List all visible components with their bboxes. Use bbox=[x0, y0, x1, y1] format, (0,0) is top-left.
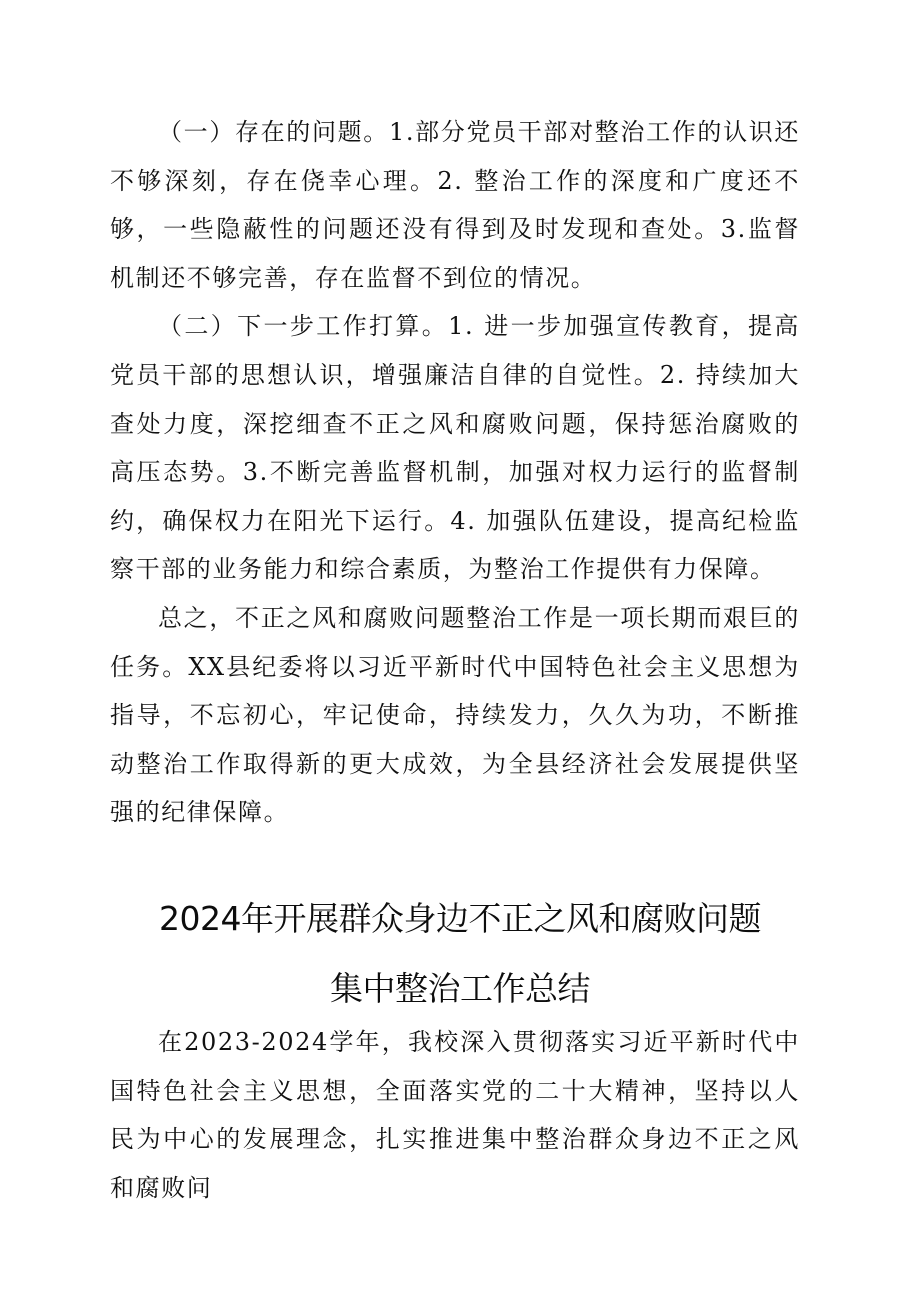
title-line-2: 集中整治工作总结 bbox=[330, 969, 590, 1008]
paragraph-intro: 在2023-2024学年，我校深入贯彻落实习近平新时代中国特色社会主义思想，全面落实党的二十大精神，坚持以人民为中心的发展理念，扎实推进集中整治群众身边不正之风和腐败问 bbox=[110, 1028, 800, 1202]
paragraph-next-steps: （二）下一步工作打算。1. 进一步加强宣传教育，提高党员干部的思想认识，增强廉洁自律的自觉性。2. 持续加大查处力度，深挖细查不正之风和腐败问题，保持惩治腐败的高压态势。3.不断完善监督机制，加强对权力运行的监督制约，确保权力在阳光下运行。4. 加强队伍建设，提高纪检监察干部的业务能力和综合素质，为整治工作提供有力保障。 bbox=[110, 312, 800, 584]
title-line-1: 2024年开展群众身边不正之风和腐败问题 bbox=[159, 899, 761, 938]
intro-section bbox=[110, 1018, 800, 1212]
paragraph-existing-problems: （一）存在的问题。1.部分党员干部对整治工作的认识还不够深刻，存在侥幸心理。2. 整治工作的深度和广度还不够，一些隐蔽性的问题还没有得到及时发现和查处。3.监督机制还不够完善，存在监督不到位的情况。 bbox=[110, 118, 800, 292]
paragraph-conclusion: 总之，不正之风和腐败问题整治工作是一项长期而艰巨的任务。XX县纪委将以习近平新时代中国特色社会主义思想为指导，不忘初心，牢记使命，持续发力，久久为功，不断推动整治工作取得新的更大成效，为全县经济社会发展提供坚强的纪律保障。 bbox=[110, 603, 800, 827]
document-title bbox=[110, 884, 810, 1024]
summary-section bbox=[110, 108, 800, 837]
